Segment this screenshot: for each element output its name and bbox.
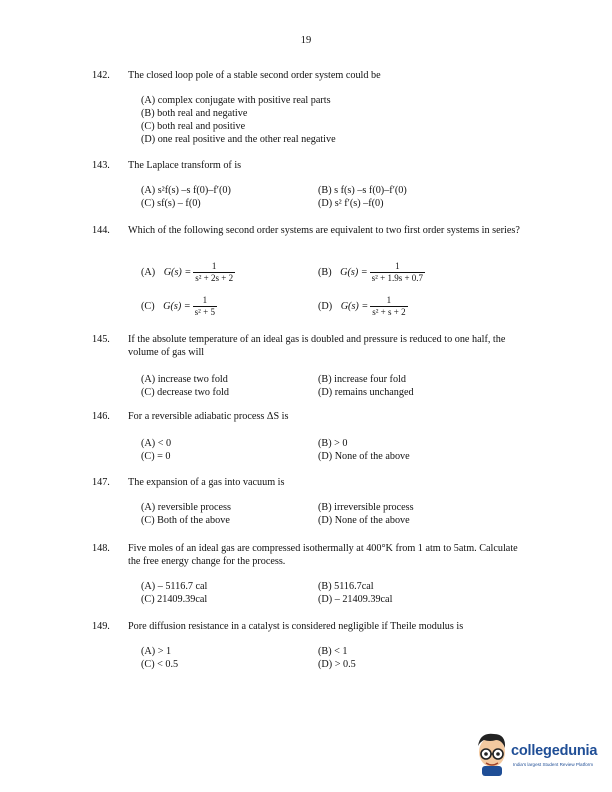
transfer-fraction xyxy=(193,261,235,284)
transfer-fraction xyxy=(370,295,407,318)
transfer-fraction xyxy=(370,261,425,284)
numerator: 1 xyxy=(395,261,400,271)
question-text: The expansion of a gas into vacuum is xyxy=(128,477,285,488)
option-a: (A) reversible process xyxy=(141,502,231,513)
option-b: (B) irreversible process xyxy=(318,502,414,513)
question-text: For a reversible adiabatic process ΔS is xyxy=(128,411,289,422)
question-text: The closed loop pole of a stable second order system could be xyxy=(128,70,381,81)
option-b: (B) 5116.7cal xyxy=(318,581,374,592)
option-a: (A) < 0 xyxy=(141,438,172,449)
question-text: Five moles of an ideal gas are compressed isothermally at 400°K from 1 atm to 5atm. Calculate the free energy change for the process. xyxy=(128,543,518,567)
option-d: (D) None of the above xyxy=(318,515,410,526)
transfer-lhs: G(s) = xyxy=(163,266,192,278)
question-number: 149. xyxy=(92,621,110,632)
option-b: (B) > 0 xyxy=(318,438,348,449)
option-d: (D) None of the above xyxy=(318,451,410,462)
option-a: (A) – 5116.7 cal xyxy=(141,581,208,592)
question-number: 142. xyxy=(92,70,110,81)
option-b xyxy=(318,261,425,284)
option-b: (B) both real and negative xyxy=(141,108,248,119)
question-text: The Laplace transform of is xyxy=(128,160,242,171)
numerator: 1 xyxy=(386,295,392,305)
question-number: 146. xyxy=(92,411,110,422)
option-a: (A) increase two fold xyxy=(141,374,228,385)
question-number: 148. xyxy=(92,543,110,554)
option-label: (C) xyxy=(141,300,155,312)
option-a: (A) > 1 xyxy=(141,646,172,657)
question-text: If the absolute temperature of an ideal gas is doubled and pressure is reduced to one half, the volume of gas will xyxy=(128,334,506,358)
question-number: 143. xyxy=(92,160,110,171)
denominator: s² + 1.9s + 0.7 xyxy=(371,273,424,283)
transfer-lhs: G(s) = xyxy=(340,266,368,278)
question-text: Pore diffusion resistance in a catalyst is considered negligible if Theile modulus is xyxy=(128,621,464,632)
option-a: (A) s²f(s) –s f(0)–f′(0) xyxy=(141,185,231,196)
option-c: (C) sf(s) – f(0) xyxy=(141,198,201,209)
option-d: (D) > 0.5 xyxy=(318,659,356,670)
option-c: (C) < 0.5 xyxy=(141,659,179,670)
denominator: s² + 5 xyxy=(194,307,215,317)
option-d: (D) s² f′(s) –f(0) xyxy=(318,198,384,209)
option-label: (A) xyxy=(141,266,156,278)
option-a: (A) complex conjugate with positive real parts xyxy=(141,95,331,106)
logo-wordmark: collegedunia xyxy=(511,743,598,759)
option-b: (B) increase four fold xyxy=(318,374,406,385)
option-d xyxy=(318,295,408,318)
option-c: (C) decrease two fold xyxy=(141,387,229,398)
option-d: (D) – 21409.39cal xyxy=(318,594,393,605)
page-number: 19 xyxy=(300,35,312,46)
option-label: (D) xyxy=(318,300,333,312)
option-d: (D) remains unchanged xyxy=(318,387,414,398)
question-number: 144. xyxy=(92,225,110,236)
transfer-lhs: G(s) = xyxy=(163,300,191,312)
question-text: Which of the following second order systems are equivalent to two first order systems in series? xyxy=(128,225,520,236)
option-b: (B) < 1 xyxy=(318,646,348,657)
transfer-fraction xyxy=(193,295,217,318)
option-d: (D) one real positive and the other real negative xyxy=(141,134,336,145)
numerator: 1 xyxy=(202,295,208,305)
logo-tagline: India's largest Student Review Platform xyxy=(513,762,594,767)
option-label: (B) xyxy=(318,266,332,278)
option-b: (B) s f(s) –s f(0)–f′(0) xyxy=(318,185,407,196)
option-c: (C) Both of the above xyxy=(141,515,230,526)
question-number: 145. xyxy=(92,334,110,345)
option-c xyxy=(141,295,217,318)
numerator: 1 xyxy=(211,261,217,271)
question-number: 147. xyxy=(92,477,110,488)
denominator: s² + s + 2 xyxy=(372,307,406,317)
option-a xyxy=(141,261,235,284)
option-c: (C) 21409.39cal xyxy=(141,594,208,605)
transfer-lhs: G(s) = xyxy=(340,300,369,312)
option-c: (C) = 0 xyxy=(141,451,171,462)
option-c: (C) both real and positive xyxy=(141,121,246,132)
denominator: s² + 2s + 2 xyxy=(195,273,234,283)
